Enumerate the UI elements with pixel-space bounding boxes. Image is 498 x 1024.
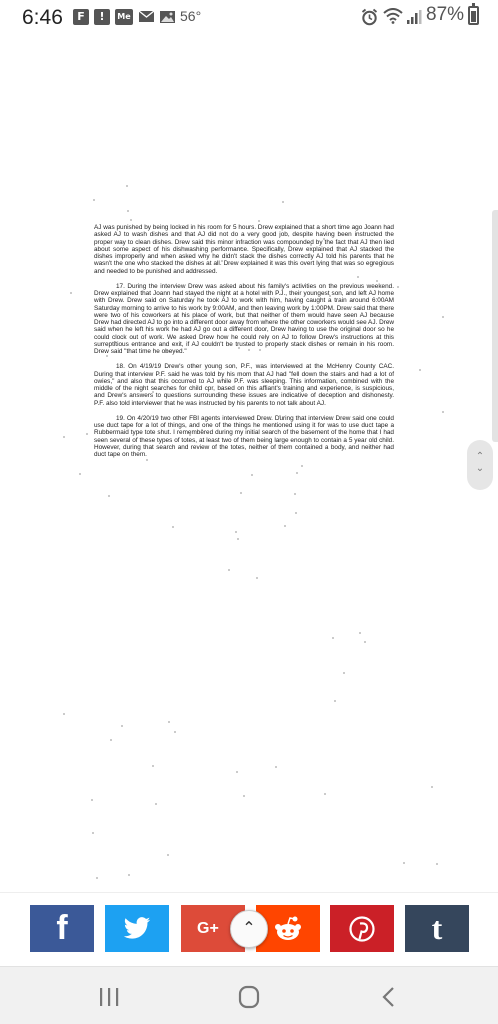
scan-speck	[294, 493, 296, 495]
paragraph-19: 19. On 4/20/19 two other FBI agents interviewed Drew. During that interview Drew said one could use duct tape for a lot of things, and one of the things he mentioned using it for was to use duct tape a Rubbermaid type tote shut. I remembered during my initial search of the basement of the home that I had seen several of these types of totes, at least two of them being large enough to contain a 5 year old child. However, during that search and review of the totes, neither of them contained a body, and neither had duct tape on them.	[94, 414, 394, 458]
alert-icon: !	[94, 9, 110, 25]
scan-speck	[174, 731, 176, 733]
scan-speck	[237, 538, 239, 540]
scan-speck	[364, 641, 366, 643]
clock: 6:46	[22, 6, 63, 29]
scan-speck	[436, 863, 438, 865]
scan-speck	[91, 799, 93, 801]
scan-speck	[332, 637, 334, 639]
tumblr-share-button[interactable]	[405, 905, 469, 952]
scan-speck	[251, 474, 253, 476]
scan-speck	[70, 292, 72, 294]
recent-apps-icon[interactable]	[89, 983, 129, 1011]
facebook-share-button[interactable]	[30, 905, 94, 952]
scan-speck	[442, 316, 444, 318]
document-viewer[interactable]	[0, 34, 498, 892]
me-icon: Me	[115, 9, 133, 25]
temperature: 56°	[180, 8, 202, 24]
scan-speck	[295, 512, 297, 514]
chevron-up-icon: ⌃	[475, 451, 485, 462]
scan-speck	[431, 786, 433, 788]
scroll-to-top-button[interactable]	[230, 910, 268, 948]
scan-speck	[275, 766, 277, 768]
image-icon	[159, 9, 176, 25]
scan-speck	[282, 201, 284, 203]
chevron-down-icon: ⌄	[475, 463, 485, 474]
scan-speck	[110, 739, 112, 741]
scan-speck	[86, 433, 88, 435]
scan-speck	[108, 495, 110, 497]
scan-speck	[334, 700, 336, 702]
signal-icon	[406, 9, 422, 25]
edge-panel-handle[interactable]	[492, 210, 498, 442]
paragraph-continuation: AJ was punished by being locked in his room for 5 hours. Drew explained that a short time ago Joann had asked AJ to wash dishes and that AJ did not do a very good job, despite having been instructed the proper way to clean dishes. Drew said this minor infraction was compounded by the fact that AJ then lied about some aspect of his dishwashing performance. Specifically, Drew explained that AJ stacked the dishes improperly and when asked why he didn't stack the dishes correctly AJ told his parents that he wasn't the one who stacked the dishes at all. Drew explained it was this overt lying that was so egregious and needed to be punished and addressed.	[94, 224, 394, 275]
twitter-icon	[122, 917, 152, 941]
scan-speck	[324, 793, 326, 795]
scan-speck	[155, 803, 157, 805]
pinterest-share-button[interactable]	[330, 905, 394, 952]
scan-speck	[130, 219, 132, 221]
scan-speck	[256, 577, 258, 579]
scan-speck	[126, 185, 128, 187]
facebook-icon: f	[56, 909, 68, 947]
navigation-bar	[0, 966, 498, 1024]
status-bar	[0, 0, 498, 34]
scan-speck	[397, 286, 399, 288]
scan-speck	[235, 531, 237, 533]
scan-speck	[63, 436, 65, 438]
chevrons-up-icon: ⌃	[242, 918, 256, 937]
scan-speck	[236, 771, 238, 773]
battery-percent: 87%	[426, 4, 465, 25]
tumblr-icon: t	[431, 910, 443, 946]
scan-speck	[121, 725, 123, 727]
scan-speck	[168, 721, 170, 723]
document-page	[94, 224, 394, 466]
scan-speck	[240, 492, 242, 494]
scan-speck	[96, 877, 98, 879]
scan-speck	[243, 795, 245, 797]
scan-speck	[92, 832, 94, 834]
scan-speck	[359, 632, 361, 634]
scan-speck	[93, 199, 95, 201]
scan-speck	[228, 569, 230, 571]
scan-speck	[79, 473, 81, 475]
home-icon[interactable]	[229, 983, 269, 1011]
reddit-icon	[273, 915, 303, 943]
wifi-icon	[383, 8, 403, 24]
paragraph-17: 17. During the interview Drew was asked about his family's activities on the previous weekend. Drew explained that Joann had stayed the night at a hotel with P.J., their youngest son, and left AJ home with Drew. Drew said on Saturday he took AJ to work with him, having caught a train around 6:00AM Saturday morning to arrive to his work by 9:00AM, and then leaving work by 1:00PM. Drew said that there were two of his coworkers at his place of work, but that neither of them would have seen AJ because Drew had directed AJ to go into a different door away from where the other coworkers would see AJ. Drew said when he left his work he had AJ go out a different door, Drew having to use the original door so he could clock out of work. We asked Drew how he could rely on AJ to follow Drew's instructions at this surreptitious entrance and exit, if AJ couldn't be trusted to properly stack dishes or remain in his room. Drew said "that time he obeyed."	[94, 282, 394, 355]
scan-speck	[343, 672, 345, 674]
battery-fill	[471, 11, 476, 22]
scan-speck	[172, 526, 174, 528]
scan-speck	[128, 874, 130, 876]
scan-speck	[63, 713, 65, 715]
scan-speck	[442, 411, 444, 413]
scan-speck	[167, 854, 169, 856]
scan-speck	[258, 220, 260, 222]
fast-scroll-control[interactable]	[467, 440, 493, 490]
paragraph-18: 18. On 4/19/19 Drew's other young son, P.F., was interviewed at the McHenry County CAC. During that interview P.F. said he was told by his mom that AJ had "fell down the stairs and had a lot of owies," and also that this occurred to AJ while P.F. was sleeping. This information, combined with the middle of the night searches for child cpr, based on this affiant's training and experience, is suspicious, and Drew's answers to questions surrounding these issues are indicative of deception and dishonesty. P.F. also told interviewer that he was instructed by his parents to not talk about AJ.	[94, 363, 394, 407]
back-icon[interactable]	[368, 983, 408, 1011]
scan-speck	[419, 369, 421, 371]
scan-speck	[296, 472, 298, 474]
scan-speck	[127, 210, 129, 212]
google-plus-icon: G+	[197, 920, 219, 937]
flipboard-icon: F	[73, 9, 89, 25]
twitter-share-button[interactable]	[105, 905, 169, 952]
alarm-icon	[361, 8, 378, 26]
pinterest-icon	[349, 916, 375, 942]
mail-icon	[138, 9, 155, 25]
scan-speck	[152, 765, 154, 767]
battery-icon	[468, 6, 479, 25]
scan-speck	[284, 525, 286, 527]
scan-speck	[403, 862, 405, 864]
